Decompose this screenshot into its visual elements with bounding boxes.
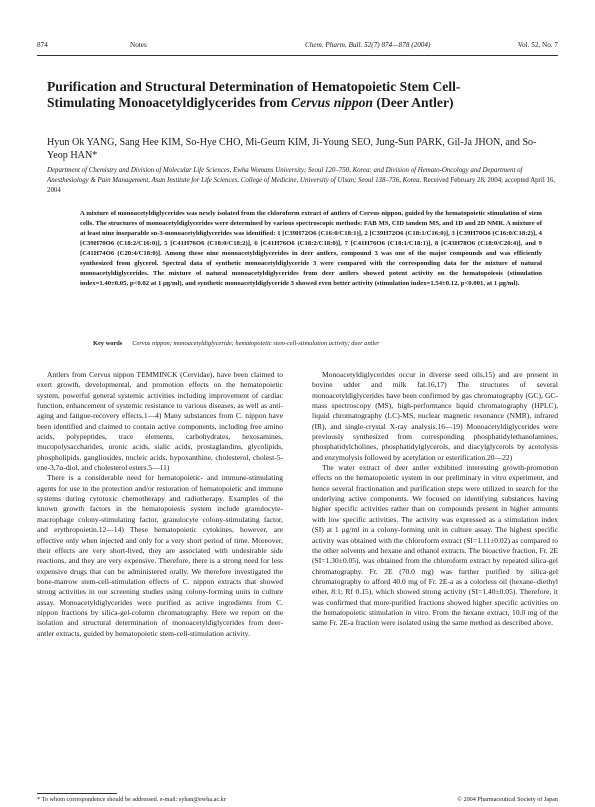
title-species: Cervus nippon [291, 94, 373, 110]
body-column-right [312, 370, 558, 629]
keywords-text: Cervus nippon; monoacetyldiglyceride; hematopoietic stem-cell-stimulation activity; deer antler [132, 340, 380, 347]
abstract: A mixture of monoacetyldiglycerides was newly isolated from the chloroform extract of antlers of Cervus nippon, guided by the hematopoietic stimulation of stem cells. The structures of monoacetyldiglycerides were determined by various spectroscopic methods: FAB MS, CID tandem MS, and 1D and 2D NMR. A mixture of at least nine inseparable sn-3-monoacetyldiglycerides was identified: 1 [C39H72O6 (C16:0/C18:1)], 2 [C39H72O6 (C18:1/C16:0)], 3 [C39H70O6 (C16:0/C18:2)], 4 [C39H70O6 (C18:2/C16:0)], 5 [C41H76O6 (C18:0/C18:2)], 6 [C41H76O6 (C18:2/C18:0)], 7 [C41H76O6 (C18:1/C18:1)], 8 [C43H78O6 (C18:0/C20:4)], and 9 [C41H74O6 (C20:4/C18:0)]. Among these nine monoacetyldiglycerides in deer antlers, compound 3 was one of the major compounds and was efficiently synthesized from glycerol. Spectral data of synthetic monoacetyldiglyceride 3 were compared with the corresponding data for the mixture of natural monoacetyldiglycerides. The mixture of natural monoacetyldiglycerides from deer antlers showed potent activity on the hematopoiesis (stimulation index=1.40±0.05, p<0.02 at 1 μg/ml), and synthetic monoacetyldiglyceride 3 showed even better activity (stimulation index=1.54±0.12, p<0.001, at 1 μg/ml). [80, 210, 542, 288]
journal-citation: Chem. Pharm. Bull. 52(7) 874—878 (2004) [305, 41, 431, 49]
paragraph: There is a considerable need for hematopoietic- and immune-stimulating agents for use in the protection and/or restoration of hematopoietic and immune systems during cytotoxic chemotherapy and radiotherapy. Examples of the known growth factors in the hematopoiesis system include granulocyte-macrophage colony-stimulating factor, granulocyte colony-stimulating factor, and erythropoietin.12—14) These hematopoietic cytokines, however, are effective only when injected and only for a very short period of time. Moreover, their effects are very short-lived, they are associated with undesirable side reactions, and they are very expensive. Therefore, there is a strong need for less expensive drugs that can be administered orally. We therefore investigated the bone-marrow stem-cell-stimulation effects of C. nippon extracts that showed strong activities in our screening studies using colony-forming units in culture assay. Monoacetyldiglycerides were purified as active ingredients from C. nippon fractions by silica-gel-column chromatography. Here we report on the isolation and structural determination of monoacetyldiglycerides from deer-antler extracts, guided by hematopoietic stem-cell-stimulation activity. [37, 473, 283, 638]
affiliation [47, 166, 557, 197]
paragraph: Monoacetyldiglycerides occur in diverse seed oils,15) and are present in bovine udder and milk fat.16,17) The structures of several monoacetyldiglycerides have been confirmed by gas chromatography (GC), GC-mass spectroscopy (MS), high-performance liquid chromatography (HPLC), liquid chromatography (LC)-MS, nuclear magnetic resonance (NMR), infrared (IR), and single-crystal X-ray analysis.16—19) Monoacetyldiglycerides were previously synthesized from corresponding phosphatidylethanolamines, phosphatidylcholines, phosphatidylglycerols, and diacylglycerols by acetolysis and enzymolysis followed by acetylation or esterification.20—22) [312, 370, 558, 462]
paragraph: The water extract of deer antler exhibited interesting growth-promotion effects on the hematopoietic system in our preliminary in vitro experiment, and hence several fractionation and purification steps were utilized to search for the underlying active components. We focused on identifying substances having higher specific activities rather than on compounds present in higher amounts with low specific activities. The activity was expressed as a stimulation index (SI) at 1 μg/ml in a colony-forming unit in culture assay. The highest specific activity was obtained with the chloroform extract (SI=1.11±0.02) as compared to the other solvents and hexane and ethanol extracts. The bioactive fraction, Fr. 2E (SI=1.30±0.05), was obtained from the chloroform extract by repeated silica-gel chromatography. Fr. 2E (70.0 mg) was further purified by silica-gel chromatography to afford 40.0 mg of Fr. 2E-a as a colorless oil (hexane–diethyl ether, 8:1; Rf 0.15), which showed strong activity (SI=1.40±0.05). Therefore, it was confirmed that more-purified fractions showed higher specific activities on the hematopoietic stimulation in vitro. From the hexane extract, 10.0 mg of the same Fr. 2E-a fraction were isolated using the same method as described above. [312, 463, 558, 628]
received-dates: Received February 28, 2004; accepted April 16, 2004 [47, 177, 556, 195]
footnote-rule [37, 793, 117, 794]
paragraph: Antlers from Cervus nippon TEMMINCK (Cervidae), have been claimed to exert growth, developmental, and promotion effects on the hematopoietic system, powerful general systemic activities including improvement of cardiac function, enhancement of systemic resistance to various diseases, as well as anti-aging and fatigue-recovery effects.1—4) Many substances from C. nippon have been identified and claimed to contain active components, including free amino acids, polypeptides, trace elements, carbohydrates, hexosamines, mucopolysaccharides, uronic acids, sialic acids, prostaglandins, glycolipids, phospholipids, gangliosides, nucleic acids, hypoxanthine, cholesterol, cholest-5-ene-3,7α-diol, and cholesterol esters.5—11) [37, 370, 283, 473]
running-header [37, 41, 558, 53]
section-label: Notes [130, 41, 147, 49]
keywords-label: Key words [93, 340, 123, 347]
page-footer [37, 796, 558, 806]
header-rule [37, 55, 558, 56]
volume-label: Vol. 52, No. 7 [517, 41, 558, 49]
article-title [47, 79, 517, 110]
correspondence-note: * To whom correspondence should be addressed. e-mail: syhan@ewha.ac.kr [37, 796, 226, 803]
keywords [93, 339, 543, 348]
page-number: 874 [37, 41, 48, 49]
affiliation-text: Department of Chemistry and Division of Molecular Life Sciences, Ewha Womans University; Seoul 120–750, Korea: and Division of Hemato-Oncology and Department of Anesthesiology & Pain Management, Asan Institute for Life Sciences, College of Medicine, University of Ulsan; Seoul 138–736, Korea. [47, 167, 523, 185]
copyright: © 2004 Pharmaceutical Society of Japan [457, 796, 558, 803]
title-text-end: (Deer Antler) [373, 94, 454, 110]
body-column-left [37, 370, 283, 639]
author-list: Hyun Ok YANG, Sang Hee KIM, So-Hye CHO, Mi-Geum KIM, Ji-Young SEO, Jung-Sun PARK, Gil-Ja JHON, and So-Yeop HAN* [47, 137, 537, 161]
title-text: Purification and Structural Determination of Hematopoietic Stem Cell-Stimulating Monoacetyldiglycerides from [47, 79, 461, 110]
